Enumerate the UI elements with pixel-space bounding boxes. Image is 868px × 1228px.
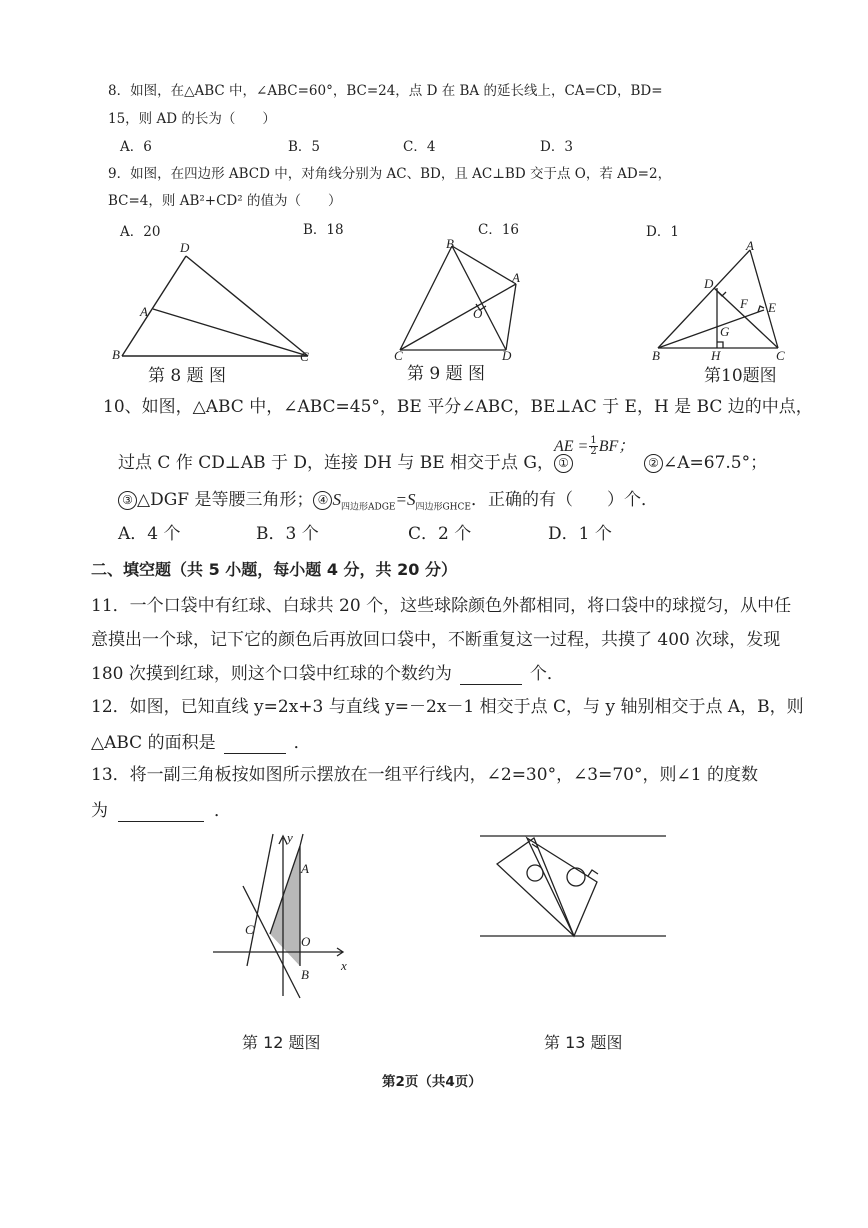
fig10-label-f: F [740, 296, 748, 311]
fig8-label-c: C [300, 349, 309, 364]
q9-option-b: B．18 [303, 222, 344, 238]
q10-ae-formula: AE = $\frac{1}{2}$ BF； [554, 435, 635, 457]
fig8-label-b: B [112, 347, 120, 362]
q10-option-d: D．1 个 [548, 524, 612, 544]
q10-circle-2: ② [644, 454, 663, 473]
q12-answer-blank[interactable] [224, 733, 286, 754]
q8-option-d: D．3 [540, 139, 573, 155]
fig9-label-c: C [394, 348, 403, 363]
fig10-label-h: H [711, 348, 721, 363]
q11-line3: 180 次摸到红球，则这个口袋中红球的个数约为 个． [91, 664, 564, 684]
q12-line2: △ABC 的面积是 ． [91, 733, 311, 753]
q10-line3: ③ △DGF 是等腰三角形； ④ $S_{四边形ADGE}=S_{四边形GHCE}$．正确的有（ ）个． [118, 490, 658, 517]
q9-option-d: D．1 [646, 224, 679, 240]
q9-option-a: A．20 [120, 224, 161, 240]
q10-item-2: ② ∠A=67.5°； [644, 453, 767, 473]
fig9-label-b: B [446, 236, 454, 251]
figure-13 [472, 826, 672, 946]
q13-line1: 13．将一副三角板按如图所示摆放在一组平行线内，∠2=30°，∠3=70°，则∠1 的度数 [91, 765, 758, 785]
q10-line2: 过点 C 作 CD⊥AB 于 D，连接 DH 与 BE 相交于点 G， ① [118, 453, 573, 473]
fig9-caption: 第 9 题 图 [407, 364, 486, 384]
fig12-label-a: A [301, 861, 309, 876]
fig12-label-y: y [287, 830, 293, 845]
q13-line2: 为 ． [91, 801, 231, 821]
fig12-caption: 第 12 题图 [242, 1033, 321, 1052]
fig8-label-a: A [140, 304, 148, 319]
q13-answer-blank[interactable] [118, 801, 204, 822]
q9-line2: BC=4，则 AB²+CD² 的值为（ ） [108, 193, 342, 209]
page-footer: 第2页（共4页） [382, 1074, 482, 1090]
q8-option-a: A．6 [120, 139, 152, 155]
fig10-label-e: E [768, 300, 776, 315]
q11-line1: 11．一个口袋中有红球、白球共 20 个，这些球除颜色外都相同，将口袋中的球搅匀，从中任 [91, 596, 792, 616]
figure-10 [648, 240, 793, 370]
q10-option-b: B．3 个 [256, 524, 319, 544]
q11-answer-blank[interactable] [460, 664, 522, 685]
fig12-label-x: x [341, 958, 347, 973]
q12-line1: 12．如图，已知直线 y=2x+3 与直线 y=－2x－1 相交于点 C，与 y 轴别相交于点 A，B，则 [91, 697, 804, 717]
fig8-caption: 第 8 题 图 [148, 366, 227, 386]
q10-circle-3: ③ [118, 491, 137, 510]
fig10-label-c: C [776, 348, 785, 363]
fig10-label-g: G [720, 324, 730, 339]
fig12-label-b: B [301, 967, 309, 982]
q8-line2: 15，则 AD 的长为（ ） [108, 111, 276, 127]
q10-circle-4: ④ [313, 491, 332, 510]
fig9-label-o: O [473, 306, 483, 321]
fig12-label-c: C [245, 922, 254, 937]
q8-option-c: C．4 [403, 139, 436, 155]
fig12-label-o: O [301, 934, 311, 949]
q8-option-b: B．5 [288, 139, 321, 155]
figure-9 [390, 238, 530, 373]
q10-option-c: C．2 个 [408, 524, 472, 544]
section-2-heading: 二、填空题（共 5 小题，每小题 4 分，共 20 分） [91, 560, 457, 579]
fig13-caption: 第 13 题图 [544, 1033, 623, 1052]
fig10-label-a: A [746, 238, 754, 253]
figure-12 [205, 826, 365, 1006]
q10-fraction: $\frac{1}{2}$ [590, 435, 597, 457]
fig10-caption: 第10题图 [704, 366, 777, 386]
q10-option-a: A．4 个 [118, 524, 181, 544]
q10-circle-1: ① [554, 454, 573, 473]
q9-line1: 9．如图，在四边形 ABCD 中，对角线分别为 AC、BD，且 AC⊥BD 交于点 O，若 AD=2， [108, 166, 672, 182]
fig9-label-a: A [512, 270, 520, 285]
fig10-label-b: B [652, 348, 660, 363]
q8-line1: 8．如图，在△ABC 中，∠ABC=60°，BC=24，点 D 在 BA 的延长线上，CA=CD，BD= [108, 83, 663, 99]
q10-line1: 10、如图，△ABC 中，∠ABC=45°，BE 平分∠ABC，BE⊥AC 于 E，H 是 BC 边的中点， [103, 397, 813, 417]
q9-option-c: C．16 [478, 222, 520, 238]
fig8-label-d: D [180, 240, 190, 255]
figure-8 [100, 236, 330, 386]
fig9-label-d: D [502, 348, 512, 363]
q11-line2: 意摸出一个球，记下它的颜色后再放回口袋中，不断重复这一过程，共摸了 400 次球，发现 [91, 630, 781, 650]
fig10-label-d: D [704, 276, 714, 291]
